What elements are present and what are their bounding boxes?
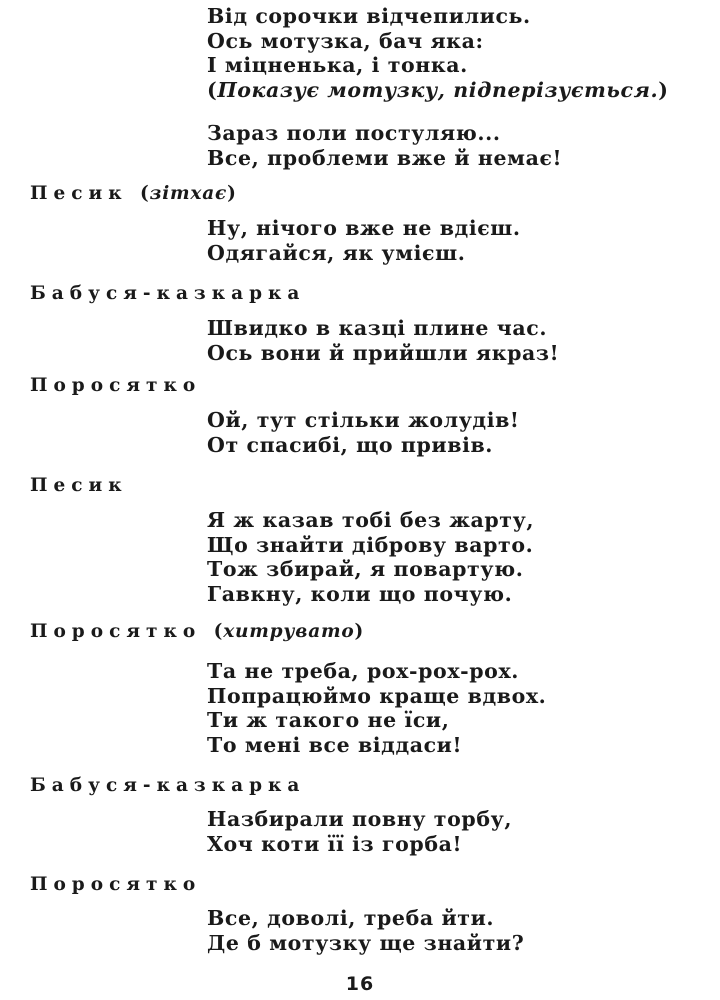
verse-line: Ось вони й прийшли якраз! [207,340,560,365]
verse-line: Та не треба, рох-рох-рох. [207,659,520,683]
verse-line: Одягайся, як умієш. [207,240,466,265]
speaker-heading [30,873,201,897]
speaker-name: Поросятко [30,874,202,895]
verse-line: Ну, нічого вже не вдієш. [207,216,521,240]
stage-note: (хитрувато) [213,621,365,642]
verse-stanza [207,121,562,170]
verse-line: Зараз поли постуляю... [207,121,501,145]
speaker-heading [30,620,364,644]
speaker-heading [30,374,201,398]
verse-line: Хоч коти її із горба! [207,831,463,856]
verse-stanza [207,4,669,102]
verse-line: Все, проблеми вже й немає! [207,145,563,170]
verse-line: Гавкну, коли що почую. [207,581,513,606]
speaker-name: Бабуся-казкарка [30,283,306,304]
verse-line: І міцненька, і тонка. [207,53,468,77]
verse-line: Ось мотузка, бач яка: [207,28,484,53]
verse-line: Ой, тут стільки жолудів! [207,408,520,432]
speaker-heading [30,282,305,306]
verse-stanza [207,316,559,365]
verse-line: Що знайти діброву варто. [207,532,534,557]
speaker-heading [30,774,305,798]
stage-direction-text: Показує мотузку, підперізується. [217,77,659,102]
verse-line: Я ж казав тобі без жарту, [207,508,535,532]
verse-stanza [207,508,534,606]
verse-stanza [207,408,520,457]
stage-direction: (Показує мотузку, підперізується.) [207,77,669,102]
verse-stanza [207,906,524,955]
verse-stanza [207,216,521,265]
verse-line: Ти ж такого не їси, [207,708,450,732]
speaker-heading [30,474,128,498]
stage-note: (зітхає) [140,183,237,204]
speaker-name: Поросятко [30,621,202,642]
speaker-name: Поросятко [30,375,202,396]
speaker-name: Песик [30,183,128,204]
verse-stanza [207,807,512,856]
speaker-name: Песик [30,475,128,496]
verse-line: Назбирали повну торбу, [207,807,513,831]
verse-line: Де б мотузку ще знайти? [207,930,525,955]
verse-line: Від сорочки відчепились. [207,4,531,28]
speaker-heading [30,182,237,206]
verse-line: От спасибі, що привів. [207,432,494,457]
verse-line: Швидко в казці плине час. [207,316,548,340]
verse-stanza [207,659,546,757]
verse-line: Попрацюймо краще вдвох. [207,683,547,708]
verse-line: Все, доволі, треба йти. [207,906,495,930]
verse-line: Тож збирай, я повартую. [207,557,524,581]
page-number: 16 [345,973,375,995]
speaker-name: Бабуся-казкарка [30,775,306,796]
verse-line: То мені все віддаси! [207,732,463,757]
